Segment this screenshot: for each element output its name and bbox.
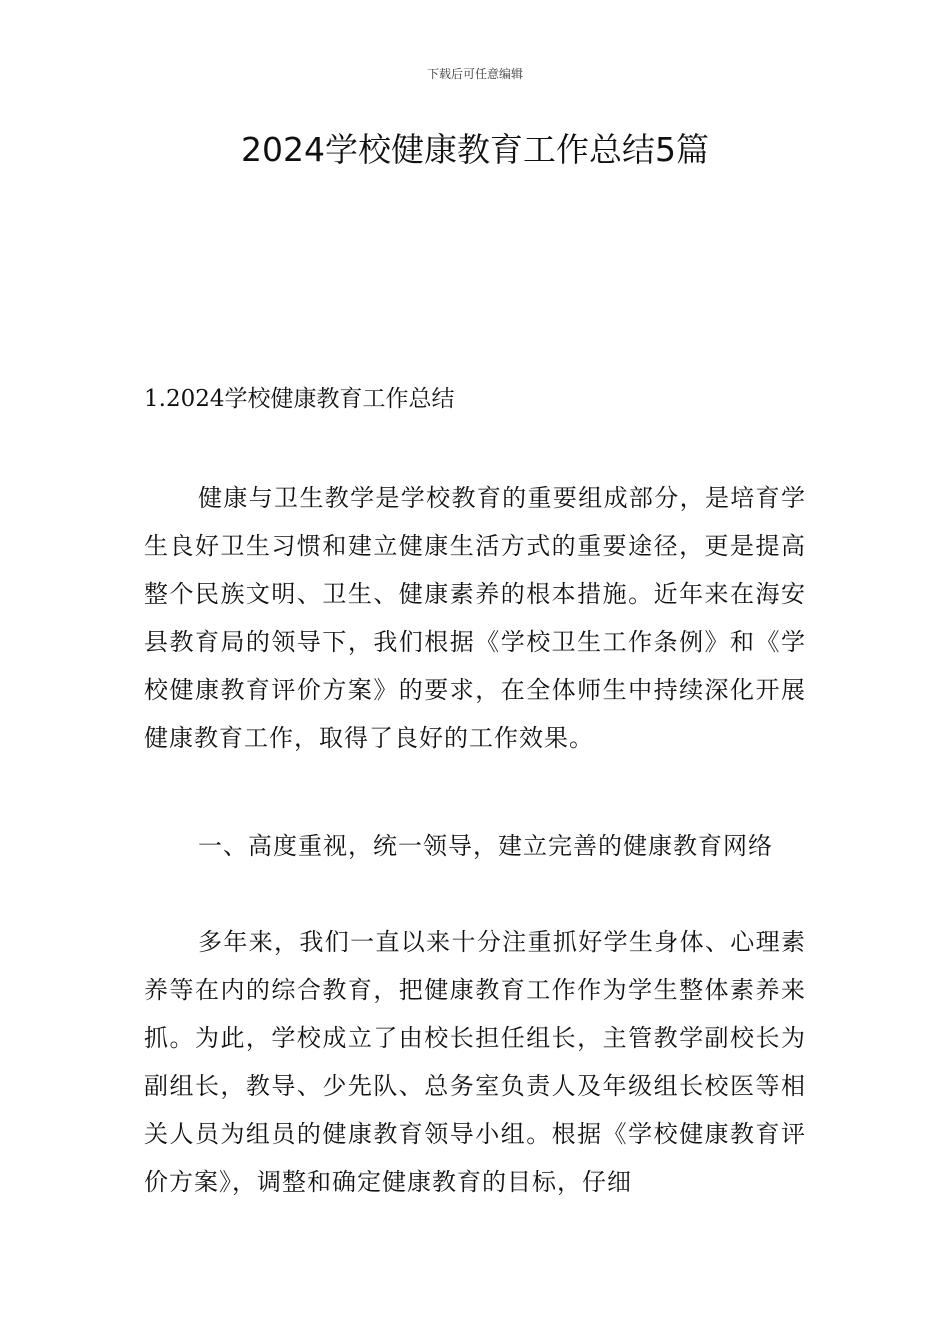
intro-paragraph: 健康与卫生教学是学校教育的重要组成部分，是培育学生良好卫生习惯和建立健康生活方式的重要途径，更是提高整个民族文明、卫生、健康素养的根本措施。近年来在海安县教育局的领导下，我们根据《学校卫生工作条例》和《学校健康教育评价方案》的要求，在全体师生中持续深化开展健康教育工作，取得了良好的工作效果。 (144, 484, 806, 752)
document-title: 2024学校健康教育工作总结5篇 (241, 130, 709, 169)
section-heading: 1.2024学校健康教育工作总结 (144, 386, 455, 412)
header-note: 下载后可任意编辑 (426, 67, 523, 81)
body-paragraph: 多年来，我们一直以来十分注重抓好学生身体、心理素养等在内的综合教育，把健康教育工作作为学生整体素养来抓。为此，学校成立了由校长担任组长，主管教学副校长为副组长，教导、少先队、总务室负责人及年级组长校医等相关人员为组员的健康教育领导小组。根据《学校健康教育评价方案》，调整和确定健康教育的目标，仔细 (144, 928, 806, 1196)
sub-heading: 一、高度重视，统一领导，建立完善的健康教育网络 (198, 832, 773, 860)
